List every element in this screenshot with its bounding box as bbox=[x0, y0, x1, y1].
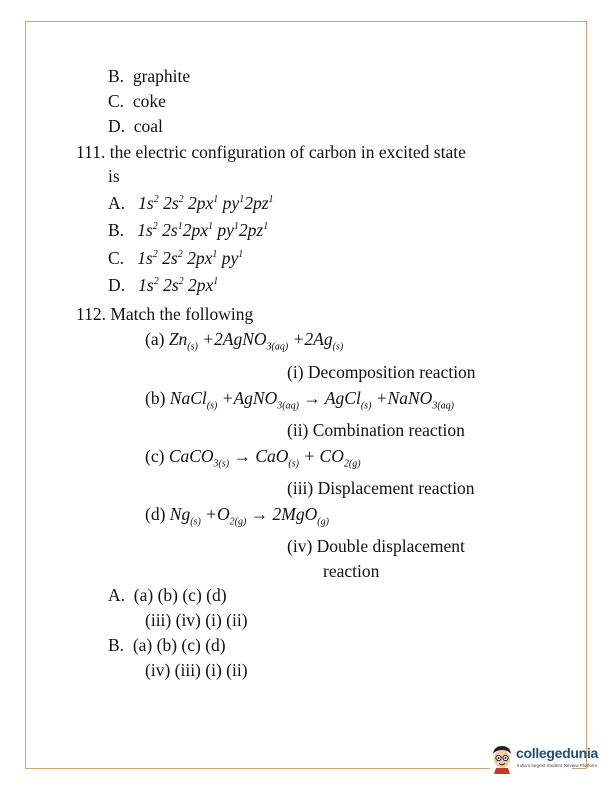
q112-column-iv: (iv) Double displacement bbox=[287, 536, 465, 556]
q112-item-c: (c) CaCO$_{3(s)}$ → $CaO_{(s)} + CO_{2(g)}$ bbox=[145, 446, 361, 470]
q111-option-a: A. $1s^2$ $2s^2$ $2px^1$ $py^12pz^1$ bbox=[108, 193, 274, 213]
logo-name: collegedunia bbox=[516, 745, 598, 761]
page-border-left bbox=[25, 21, 26, 769]
q112-column-iii: (iii) Displacement reaction bbox=[287, 478, 475, 498]
q112-option-b-answer: (iv) (iii) (i) (ii) bbox=[145, 660, 248, 680]
page-border-right bbox=[586, 21, 587, 769]
q112-column-iv-cont: reaction bbox=[323, 561, 380, 581]
q112-option-a-answer: (iii) (iv) (i) (ii) bbox=[145, 610, 248, 630]
q112-option-b: B. (a) (b) (c) (d) bbox=[108, 635, 226, 655]
prev-option-d: D. coal bbox=[108, 116, 163, 136]
logo-tagline: India's largest Student Review Platform bbox=[517, 763, 598, 768]
q112-item-d: (d) $Ng_{(s)} +O_{2(g)} \to 2MgO_{(g)}$ bbox=[145, 504, 329, 528]
page-border-top bbox=[25, 21, 587, 22]
q112-item-b: (b) NaCl$_{(s)}$ +AgNO$_{3(aq)}$ → AgCl$_{(s)}$ +NaNO$_{3(aq)}$ bbox=[145, 388, 454, 412]
q111-option-b: B. $1s^2$ $2s^12px^1$ $py^12pz^1$ bbox=[108, 220, 269, 240]
prev-option-b: B. graphite bbox=[108, 66, 191, 86]
q112-column-i: (i) Decomposition reaction bbox=[287, 362, 476, 382]
q112-item-a: (a) $Zn_{(s)}$ +2AgNO$_{3(aq)}$ $+2Ag_{(s)}$ bbox=[145, 329, 344, 353]
prev-option-c: C. coke bbox=[108, 91, 166, 111]
q112-option-a: A. (a) (b) (c) (d) bbox=[108, 585, 227, 605]
q111-stem: 111. the electric configuration of carbon in excited state bbox=[76, 142, 466, 162]
q112-column-ii: (ii) Combination reaction bbox=[287, 420, 465, 440]
q111-option-d: D. $1s^2$ $2s^2$ $2px^1$ bbox=[108, 275, 219, 295]
collegedunia-logo bbox=[490, 744, 598, 778]
page-border-bottom bbox=[25, 768, 490, 769]
q111-stem-cont: is bbox=[108, 166, 120, 186]
q111-option-c: C. $1s^2$ $2s^2$ $2px^1$ $py^1$ bbox=[108, 248, 244, 268]
mascot-icon bbox=[490, 744, 514, 774]
q112-stem: 112. Match the following bbox=[76, 304, 254, 324]
